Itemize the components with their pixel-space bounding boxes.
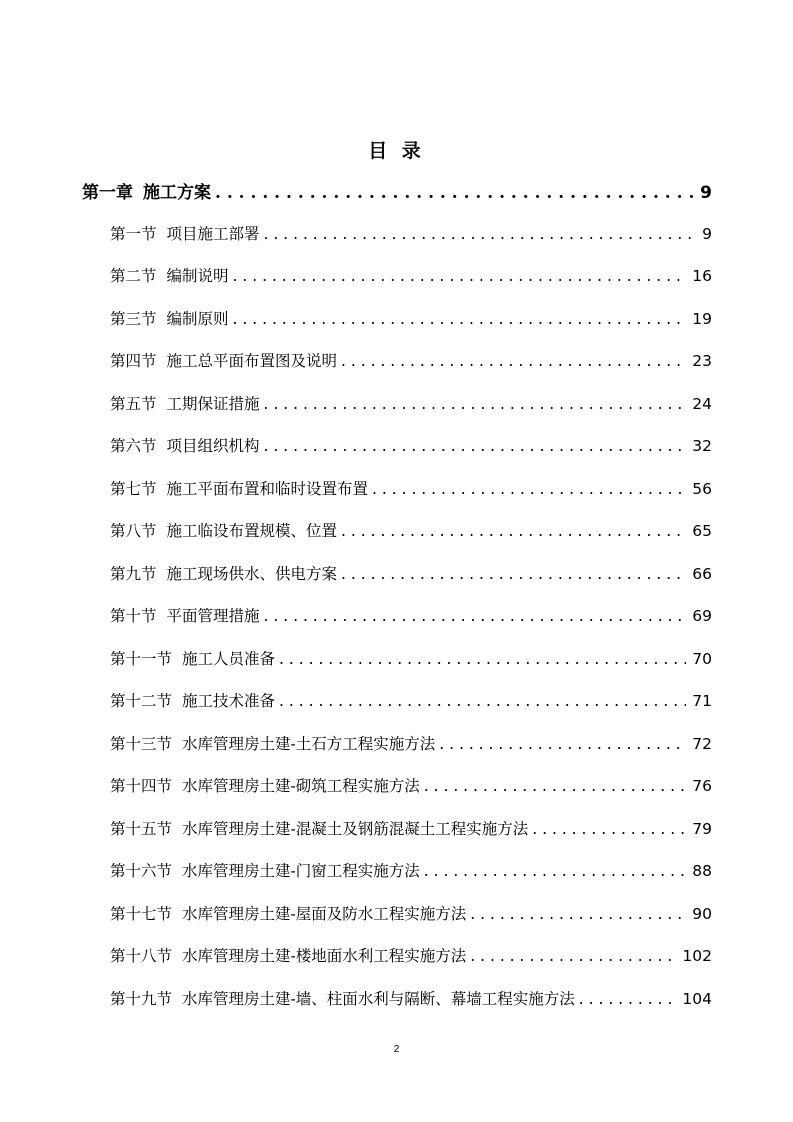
toc-section-label: 水库管理房土建-土石方工程实施方法: [182, 735, 436, 753]
toc-section-number: 第九节: [110, 565, 157, 583]
toc-chapter-1[interactable]: [82, 178, 712, 203]
toc-section-5[interactable]: [110, 392, 712, 414]
toc-section-18[interactable]: [110, 944, 712, 966]
toc-section-page: 56: [692, 480, 712, 498]
toc-section-number: 第十节: [110, 607, 157, 625]
toc-leader-dots: [264, 437, 687, 455]
toc-section-13[interactable]: [110, 732, 712, 754]
toc-section-number: 第十五节: [110, 820, 173, 838]
toc-leader-dots: [233, 267, 687, 285]
toc-section-6[interactable]: [110, 434, 712, 456]
toc-section-label: 项目施工部署: [166, 225, 260, 243]
toc-leader-dots: [264, 225, 697, 243]
toc-section-label: 编制说明: [166, 267, 229, 285]
toc-section-page: 88: [692, 862, 712, 880]
toc-section-number: 第一节: [110, 225, 157, 243]
toc-section-2[interactable]: [110, 264, 712, 286]
toc-section-page: 24: [692, 395, 712, 413]
toc-section-page: 9: [702, 225, 712, 243]
toc-chapter-label: 施工方案: [143, 183, 211, 203]
toc-section-number: 第十二节: [110, 692, 173, 710]
toc-section-label: 水库管理房土建-墙、柱面水利与隔断、幕墙工程实施方法: [182, 990, 575, 1008]
toc-leader-dots: [341, 352, 686, 370]
toc-section-label: 施工平面布置和临时设置布置: [166, 480, 369, 498]
toc-section-page: 69: [692, 607, 712, 625]
toc-section-17[interactable]: [110, 902, 712, 924]
toc-section-8[interactable]: [110, 519, 712, 541]
toc-leader-dots: [579, 990, 677, 1008]
toc-section-3[interactable]: [110, 307, 712, 329]
toc-section-number: 第二节: [110, 267, 157, 285]
toc-section-number: 第十三节: [110, 735, 173, 753]
toc-section-page: 70: [692, 650, 712, 668]
toc-section-page: 16: [692, 267, 712, 285]
toc-section-label: 编制原则: [166, 310, 229, 328]
toc-leader-dots: [279, 650, 686, 668]
toc-section-number: 第八节: [110, 522, 157, 540]
toc-section-number: 第十六节: [110, 862, 173, 880]
toc-leader-dots: [424, 777, 687, 795]
toc-section-label: 水库管理房土建-混凝土及钢筋混凝土工程实施方法: [182, 820, 529, 838]
toc-section-number: 第十九节: [110, 990, 173, 1008]
toc-section-page: 79: [692, 820, 712, 838]
toc-section-16[interactable]: [110, 859, 712, 881]
toc-section-label: 水库管理房土建-屋面及防水工程实施方法: [182, 905, 467, 923]
toc-section-label: 施工总平面布置图及说明: [166, 352, 338, 370]
toc-section-page: 23: [692, 352, 712, 370]
toc-section-12[interactable]: [110, 689, 712, 711]
toc-section-number: 第七节: [110, 480, 157, 498]
toc-section-label: 施工现场供水、供电方案: [166, 565, 338, 583]
toc-section-number: 第十七节: [110, 905, 173, 923]
toc-section-page: 71: [692, 692, 712, 710]
toc-section-9[interactable]: [110, 562, 712, 584]
toc-section-number: 第三节: [110, 310, 157, 328]
toc-section-page: 65: [692, 522, 712, 540]
toc-section-page: 104: [682, 990, 712, 1008]
toc-leader-dots: [215, 183, 694, 203]
toc-section-number: 第十八节: [110, 947, 173, 965]
toc-section-15[interactable]: [110, 817, 712, 839]
toc-section-number: 第四节: [110, 352, 157, 370]
page-title: 目 录: [368, 140, 425, 162]
footer-page-number: 2: [393, 1044, 400, 1055]
toc-leader-dots: [279, 692, 686, 710]
toc-section-label: 工期保证措施: [166, 395, 260, 413]
toc-leader-dots: [264, 607, 687, 625]
toc-section-page: 19: [692, 310, 712, 328]
toc-section-number: 第十一节: [110, 650, 173, 668]
toc-section-label: 施工人员准备: [182, 650, 276, 668]
toc-section-page: 72: [692, 735, 712, 753]
toc-section-19[interactable]: [110, 987, 712, 1009]
toc-section-7[interactable]: [110, 477, 712, 499]
toc-leader-dots: [470, 905, 686, 923]
toc-leader-dots: [264, 395, 687, 413]
toc-section-10[interactable]: [110, 604, 712, 626]
toc-chapter-number: 第一章: [82, 183, 133, 203]
toc-section-page: 90: [692, 905, 712, 923]
toc-section-14[interactable]: [110, 774, 712, 796]
toc-leader-dots: [233, 310, 687, 328]
toc-chapter-page: 9: [700, 183, 712, 203]
toc-section-label: 项目组织机构: [166, 437, 260, 455]
toc-section-1[interactable]: [110, 222, 712, 244]
toc-section-number: 第六节: [110, 437, 157, 455]
toc-section-page: 32: [692, 437, 712, 455]
toc-section-number: 第十四节: [110, 777, 173, 795]
toc-leader-dots: [372, 480, 686, 498]
toc-section-label: 平面管理措施: [166, 607, 260, 625]
toc-section-label: 施工临设布置规模、位置: [166, 522, 338, 540]
toc-section-label: 水库管理房土建-门窗工程实施方法: [182, 862, 420, 880]
toc-section-number: 第五节: [110, 395, 157, 413]
toc-leader-dots: [341, 522, 686, 540]
toc-leader-dots: [470, 947, 676, 965]
toc-section-page: 102: [682, 947, 712, 965]
toc-section-4[interactable]: [110, 349, 712, 371]
toc-section-page: 76: [692, 777, 712, 795]
toc-section-page: 66: [692, 565, 712, 583]
toc-leader-dots: [341, 565, 686, 583]
toc-leader-dots: [532, 820, 686, 838]
toc-leader-dots: [424, 862, 687, 880]
toc-section-label: 施工技术准备: [182, 692, 276, 710]
toc-leader-dots: [439, 735, 686, 753]
toc-section-label: 水库管理房土建-楼地面水利工程实施方法: [182, 947, 467, 965]
toc-section-label: 水库管理房土建-砌筑工程实施方法: [182, 777, 420, 795]
toc-section-11[interactable]: [110, 647, 712, 669]
